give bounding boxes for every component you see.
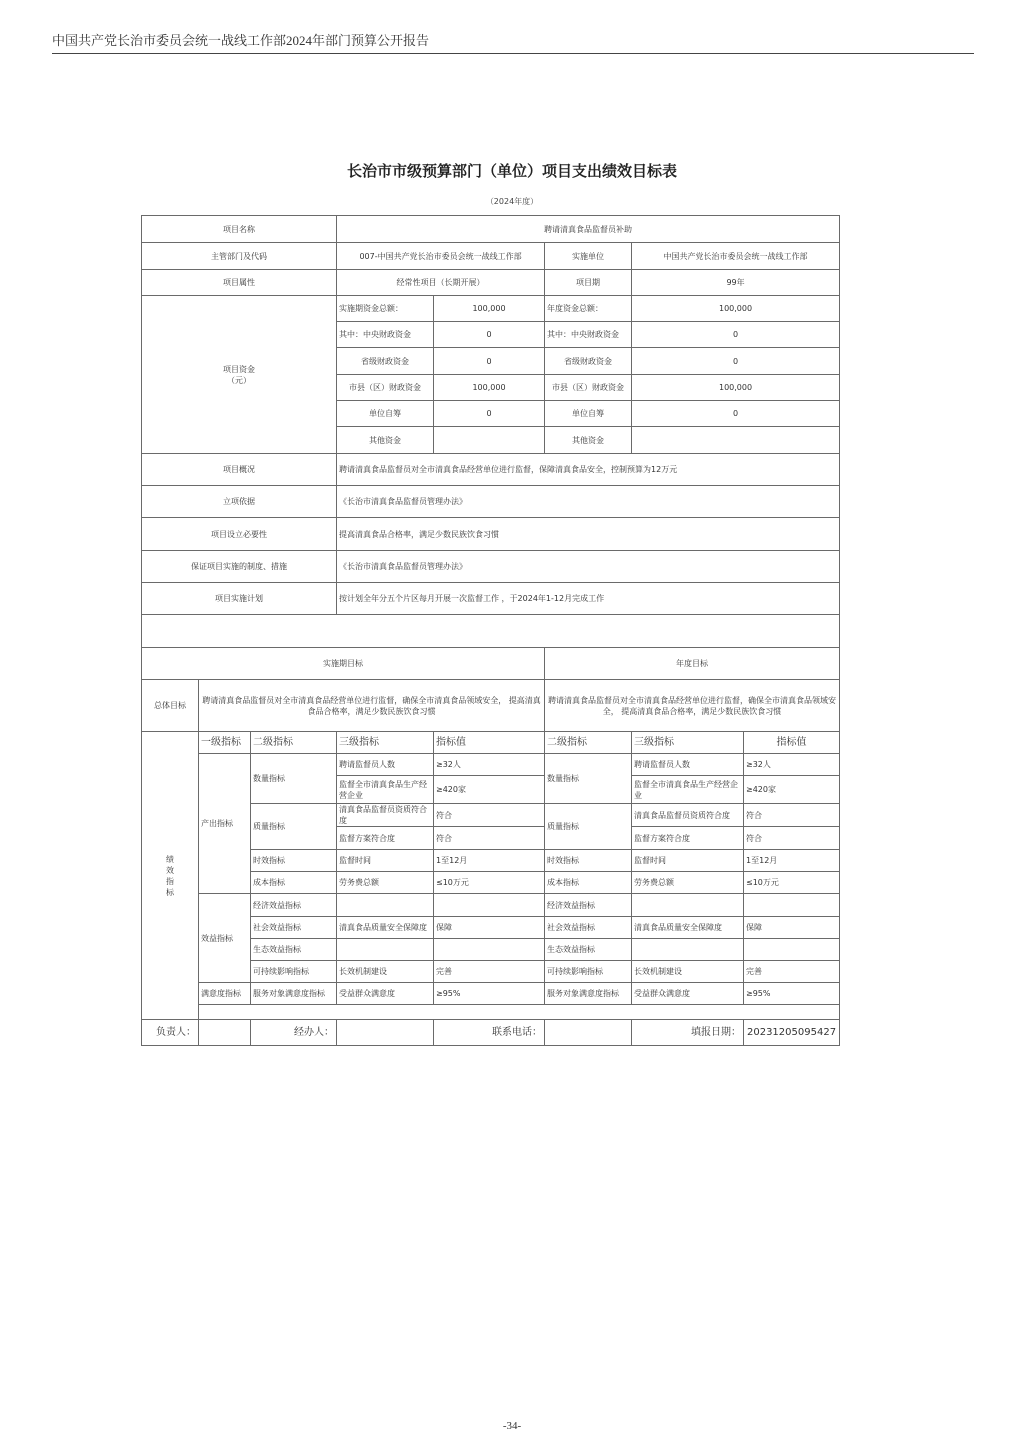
ecological-indicator-label: 生态效益指标 bbox=[545, 939, 632, 961]
date-value: 20231205095427 bbox=[744, 1020, 840, 1046]
fund-row-label: 省级财政资金 bbox=[545, 348, 632, 375]
fund-row-value: 0 bbox=[632, 348, 840, 375]
output-indicator-label: 产出指标 bbox=[199, 754, 251, 894]
phone-value bbox=[545, 1020, 632, 1046]
spacer-row bbox=[199, 1005, 840, 1020]
fund-row-label: 市县（区）财政资金 bbox=[545, 375, 632, 401]
fund-row-value bbox=[434, 427, 545, 454]
indicator-level3: 清真食品质量安全保障度 bbox=[337, 917, 434, 939]
page-header: 中国共产党长治市委员会统一战线工作部2024年部门预算公开报告 bbox=[52, 30, 974, 54]
impl-goal-text: 聘请清真食品监督员对全市清真食品经营单位进行监督，确保全市清真食品领域安全， 提高清真食品合格率，满足少数民族饮食习惯 bbox=[199, 680, 545, 732]
header-level2: 二级指标 bbox=[545, 732, 632, 754]
guarantee-value: 《长治市清真食品监督员管理办法》 bbox=[337, 551, 840, 583]
indicator-value bbox=[434, 894, 545, 917]
quantity-indicator-label: 数量指标 bbox=[251, 754, 337, 804]
quality-indicator-label: 质量指标 bbox=[251, 804, 337, 850]
date-label: 填报日期： bbox=[632, 1020, 744, 1046]
header-level1: 一级指标 bbox=[199, 732, 251, 754]
fund-row-label: 实施期资金总额： bbox=[337, 296, 434, 322]
leader-value bbox=[199, 1020, 251, 1046]
ecological-indicator-label: 生态效益指标 bbox=[251, 939, 337, 961]
indicator-level3: 监督时间 bbox=[337, 850, 434, 872]
fund-row-value bbox=[632, 427, 840, 454]
indicator-level3 bbox=[337, 894, 434, 917]
necessity-label: 项目设立必要性 bbox=[142, 518, 337, 551]
indicator-value: 1至12月 bbox=[744, 850, 840, 872]
indicator-level3: 长效机制建设 bbox=[632, 961, 744, 983]
perf-label bbox=[142, 732, 199, 1020]
quality-indicator-label: 质量指标 bbox=[545, 804, 632, 850]
indicator-value: ≥32人 bbox=[744, 754, 840, 776]
indicator-value: 符合 bbox=[434, 804, 545, 827]
report-year: （2024年度） bbox=[485, 197, 539, 206]
fund-row-label: 其中：中央财政资金 bbox=[337, 322, 434, 348]
service-indicator-label: 服务对象满意度指标 bbox=[251, 983, 337, 1005]
social-indicator-label: 社会效益指标 bbox=[251, 917, 337, 939]
satisfaction-indicator-label: 满意度指标 bbox=[199, 983, 251, 1005]
perf-label-char: 指 bbox=[166, 876, 174, 886]
indicator-value: 保障 bbox=[434, 917, 545, 939]
fund-row-value: 100,000 bbox=[632, 296, 840, 322]
funds-label bbox=[142, 296, 337, 454]
indicator-value: ≥95% bbox=[434, 983, 545, 1005]
time-indicator-label: 时效指标 bbox=[251, 850, 337, 872]
indicator-value bbox=[744, 894, 840, 917]
indicator-level3: 监督时间 bbox=[632, 850, 744, 872]
social-indicator-label: 社会效益指标 bbox=[545, 917, 632, 939]
header-level3: 三级指标 bbox=[632, 732, 744, 754]
indicator-level3 bbox=[337, 939, 434, 961]
performance-target-table bbox=[141, 215, 840, 1046]
indicator-value: ≥95% bbox=[744, 983, 840, 1005]
handler-label: 经办人： bbox=[251, 1020, 337, 1046]
overview-label: 项目概况 bbox=[142, 454, 337, 486]
indicator-value bbox=[744, 939, 840, 961]
indicator-value: ≤10万元 bbox=[434, 872, 545, 894]
report-title: 长治市市级预算部门（单位）项目支出绩效目标表 bbox=[346, 162, 677, 180]
page-number: -34- bbox=[502, 1420, 522, 1432]
fund-row-label: 单位自筹 bbox=[545, 401, 632, 427]
project-attr-value: 经常性项目（长期开展） bbox=[337, 270, 545, 296]
cost-indicator-label: 成本指标 bbox=[251, 872, 337, 894]
economic-indicator-label: 经济效益指标 bbox=[545, 894, 632, 917]
leader-label: 负责人： bbox=[142, 1020, 199, 1046]
fund-row-label: 其他资金 bbox=[337, 427, 434, 454]
fund-row-value: 0 bbox=[632, 322, 840, 348]
sustain-indicator-label: 可持续影响指标 bbox=[251, 961, 337, 983]
header-value: 指标值 bbox=[434, 732, 545, 754]
indicator-value: 符合 bbox=[744, 827, 840, 850]
indicator-level3: 受益群众满意度 bbox=[632, 983, 744, 1005]
indicator-level3: 清真食品监督员资质符合度 bbox=[632, 804, 744, 827]
indicator-value: 符合 bbox=[434, 827, 545, 850]
fund-row-value: 0 bbox=[434, 322, 545, 348]
indicator-value: ≤10万元 bbox=[744, 872, 840, 894]
funds-unit-text: （元） bbox=[227, 375, 251, 385]
project-name-value: 聘请清真食品监督员补助 bbox=[337, 216, 840, 243]
impl-unit-label: 实施单位 bbox=[545, 243, 632, 270]
fund-row-value: 0 bbox=[434, 348, 545, 375]
impl-unit-value: 中国共产党长治市委员会统一战线工作部 bbox=[632, 243, 840, 270]
indicator-level3: 聘请监督员人数 bbox=[337, 754, 434, 776]
indicator-level3: 清真食品监督员资质符合度 bbox=[337, 804, 434, 827]
handler-value bbox=[337, 1020, 434, 1046]
project-period-label: 项目期 bbox=[545, 270, 632, 296]
basis-label: 立项依据 bbox=[142, 486, 337, 518]
blank-row bbox=[142, 615, 840, 648]
guarantee-label: 保证项目实施的制度、措施 bbox=[142, 551, 337, 583]
benefit-indicator-label: 效益指标 bbox=[199, 894, 251, 983]
project-name-label: 项目名称 bbox=[142, 216, 337, 243]
fund-row-label: 市县（区）财政资金 bbox=[337, 375, 434, 401]
indicator-value: 符合 bbox=[744, 804, 840, 827]
indicator-level3: 监督方案符合度 bbox=[632, 827, 744, 850]
overview-value: 聘请清真食品监督员对全市清真食品经营单位进行监督，保障清真食品安全，控制预算为12万元 bbox=[337, 454, 840, 486]
indicator-level3: 监督全市清真食品生产经营企业 bbox=[632, 776, 744, 804]
fund-row-label: 省级财政资金 bbox=[337, 348, 434, 375]
fund-row-value: 100,000 bbox=[434, 296, 545, 322]
indicator-value: 保障 bbox=[744, 917, 840, 939]
quantity-indicator-label: 数量指标 bbox=[545, 754, 632, 804]
necessity-value: 提高清真食品合格率，满足少数民族饮食习惯 bbox=[337, 518, 840, 551]
indicator-level3: 监督方案符合度 bbox=[337, 827, 434, 850]
plan-value: 按计划全年分五个片区每月开展一次监督工作 ，于2024年1-12月完成工作 bbox=[337, 583, 840, 615]
plan-label: 项目实施计划 bbox=[142, 583, 337, 615]
dept-label: 主管部门及代码 bbox=[142, 243, 337, 270]
phone-label: 联系电话： bbox=[434, 1020, 545, 1046]
project-attr-label: 项目属性 bbox=[142, 270, 337, 296]
indicator-level3: 清真食品质量安全保障度 bbox=[632, 917, 744, 939]
indicator-level3: 监督全市清真食品生产经营企业 bbox=[337, 776, 434, 804]
fund-row-value: 0 bbox=[434, 401, 545, 427]
indicator-value: 完善 bbox=[434, 961, 545, 983]
indicator-value bbox=[434, 939, 545, 961]
funds-label-text: 项目资金 bbox=[223, 364, 255, 374]
fund-row-value: 100,000 bbox=[434, 375, 545, 401]
overall-goal-label: 总体目标 bbox=[142, 680, 199, 732]
indicator-value: 完善 bbox=[744, 961, 840, 983]
impl-goal-header: 实施期目标 bbox=[142, 648, 545, 680]
indicator-value: ≥420家 bbox=[434, 776, 545, 804]
cost-indicator-label: 成本指标 bbox=[545, 872, 632, 894]
basis-value: 《长治市清真食品监督员管理办法》 bbox=[337, 486, 840, 518]
fund-row-label: 单位自筹 bbox=[337, 401, 434, 427]
service-indicator-label: 服务对象满意度指标 bbox=[545, 983, 632, 1005]
indicator-level3: 劳务费总额 bbox=[632, 872, 744, 894]
fund-row-value: 0 bbox=[632, 401, 840, 427]
perf-label-char: 绩 bbox=[166, 854, 174, 864]
indicator-level3: 聘请监督员人数 bbox=[632, 754, 744, 776]
indicator-level3 bbox=[632, 939, 744, 961]
perf-label-char: 标 bbox=[166, 887, 174, 897]
fund-row-label: 其他资金 bbox=[545, 427, 632, 454]
annual-goal-text: 聘请清真食品监督员对全市清真食品经营单位进行监督，确保全市清真食品领域安全， 提高清真食品合格率，满足少数民族饮食习惯 bbox=[545, 680, 840, 732]
fund-row-label: 其中：中央财政资金 bbox=[545, 322, 632, 348]
time-indicator-label: 时效指标 bbox=[545, 850, 632, 872]
indicator-value: ≥420家 bbox=[744, 776, 840, 804]
perf-label-char: 效 bbox=[166, 865, 174, 875]
indicator-level3: 长效机制建设 bbox=[337, 961, 434, 983]
header-value: 指标值 bbox=[744, 732, 840, 754]
annual-goal-header: 年度目标 bbox=[545, 648, 840, 680]
header-level3: 三级指标 bbox=[337, 732, 434, 754]
fund-row-label: 年度资金总额： bbox=[545, 296, 632, 322]
fund-row-value: 100,000 bbox=[632, 375, 840, 401]
dept-value: 007-中国共产党长治市委员会统一战线工作部 bbox=[337, 243, 545, 270]
indicator-level3 bbox=[632, 894, 744, 917]
sustain-indicator-label: 可持续影响指标 bbox=[545, 961, 632, 983]
header-level2: 二级指标 bbox=[251, 732, 337, 754]
indicator-value: ≥32人 bbox=[434, 754, 545, 776]
indicator-value: 1至12月 bbox=[434, 850, 545, 872]
indicator-level3: 劳务费总额 bbox=[337, 872, 434, 894]
project-period-value: 99年 bbox=[632, 270, 840, 296]
indicator-level3: 受益群众满意度 bbox=[337, 983, 434, 1005]
economic-indicator-label: 经济效益指标 bbox=[251, 894, 337, 917]
